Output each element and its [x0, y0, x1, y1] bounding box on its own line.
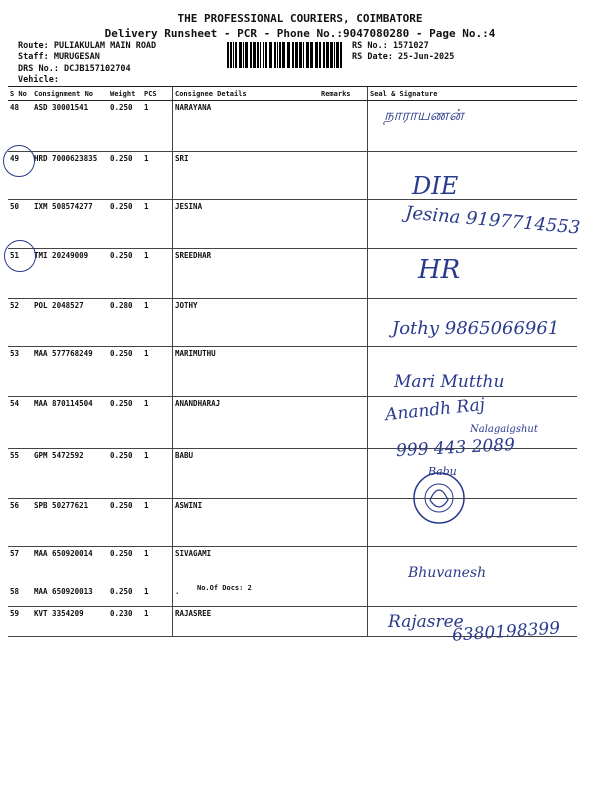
- pcs-cell: 1: [142, 101, 173, 152]
- barcode-bar: [334, 42, 335, 68]
- barcode-bar: [303, 42, 304, 68]
- pcs-cell: 1: [142, 152, 173, 200]
- col-pcs: PCS: [142, 87, 173, 101]
- barcode-bar: [336, 42, 339, 68]
- consignment-cell: TMI 20249009: [32, 249, 108, 299]
- sno-cell: 48: [8, 101, 32, 152]
- consignment-cell: KVT 3354209: [32, 607, 108, 637]
- pcs-cell: 1: [142, 449, 173, 499]
- pcs-cell: 1: [142, 200, 173, 249]
- signature-52: Jothy 9865066961: [392, 318, 560, 339]
- col-consignee: Consignee Details: [173, 87, 320, 101]
- sno-cell: 49: [8, 152, 32, 200]
- remarks-cell: [319, 347, 368, 397]
- col-sno: S No: [8, 87, 32, 101]
- page-subtitle: Delivery Runsheet - PCR - Phone No.:9047080280 - Page No.:4: [104, 27, 496, 40]
- table-row: [8, 585, 577, 607]
- barcode-bar: [245, 42, 248, 68]
- consignment-cell: MAA 577768249: [32, 347, 108, 397]
- barcode-bar: [253, 42, 256, 68]
- barcode-bar: [257, 42, 259, 68]
- consignment-cell: SPB 50277621: [32, 499, 108, 547]
- barcode-bar: [326, 42, 329, 68]
- signature-58: Bhuvanesh: [408, 565, 487, 581]
- vehicle-label: Vehicle:: [18, 75, 59, 85]
- rs-number: RS No.: 1571027: [352, 41, 429, 51]
- barcode-image: [227, 42, 345, 68]
- signature-50: Jesina 9197714553: [404, 202, 582, 239]
- barcode-bar: [279, 42, 281, 68]
- weight-cell: 0.250: [108, 397, 142, 449]
- col-seal-signature: Seal & Signature: [368, 87, 578, 101]
- consignee-cell: SRI: [173, 152, 320, 200]
- remarks-cell: [319, 152, 368, 200]
- remarks-cell: [319, 585, 368, 607]
- signature-59-name: Rajasree: [388, 612, 464, 632]
- barcode-bar: [330, 42, 333, 68]
- weight-cell: 0.250: [108, 152, 142, 200]
- sno-cell: 50: [8, 200, 32, 249]
- consignee-cell: ASWINI: [173, 499, 320, 547]
- weight-cell: 0.250: [108, 347, 142, 397]
- circle-mark-49: [3, 145, 35, 177]
- col-remarks: Remarks: [319, 87, 368, 101]
- signature-48: நாராயணன்: [384, 106, 464, 124]
- sno-cell: 57: [10, 549, 20, 558]
- signature-cell: [368, 499, 578, 547]
- barcode-bar: [310, 42, 313, 68]
- signature-55-phone: 999 443 2089: [395, 434, 516, 462]
- signature-cell: [368, 585, 578, 607]
- sno-cell: 51: [8, 249, 32, 299]
- barcode-bar: [287, 42, 290, 68]
- consignment-cell: IXM 508574277: [32, 200, 108, 249]
- weight-cell: 0.230: [108, 607, 142, 637]
- no-of-docs: No.Of Docs: 2: [197, 584, 252, 592]
- table-header-row: [8, 87, 577, 101]
- barcode-bar: [227, 42, 229, 68]
- col-consignment: Consignment No: [32, 87, 108, 101]
- signature-49: DIE: [412, 172, 459, 200]
- staff-label: Staff: MURUGESAN: [18, 52, 100, 62]
- table-row: [8, 499, 577, 547]
- sno-cell: 54: [8, 397, 32, 449]
- barcode-bar: [295, 42, 298, 68]
- weight-cell: 0.250: [108, 249, 142, 299]
- barcode-bar: [292, 42, 294, 68]
- weight-cell: 0.250: [108, 499, 142, 547]
- rs-date: RS Date: 25-Jun-2025: [352, 52, 455, 62]
- barcode-bar: [250, 42, 252, 68]
- signature-cell: [368, 152, 578, 200]
- weight-cell: 0.250: [108, 101, 142, 152]
- circle-mark-51: [4, 240, 36, 272]
- consignee-cell: SIVAGAMI: [173, 547, 320, 585]
- barcode-bar: [282, 42, 285, 68]
- pcs-cell: 1: [142, 585, 173, 607]
- signature-54: Anandh Raj: [384, 394, 486, 426]
- remarks-cell: [319, 101, 368, 152]
- barcode-bar: [239, 42, 242, 68]
- remarks-cell: [319, 547, 368, 585]
- consignee-cell: NARAYANA: [173, 101, 320, 152]
- remarks-cell: [319, 607, 368, 637]
- sno-cell: 56: [8, 499, 32, 547]
- barcode-bar: [269, 42, 272, 68]
- pcs-cell: 1: [142, 499, 173, 547]
- pcs-cell: 1: [142, 607, 173, 637]
- barcode-bar: [323, 42, 325, 68]
- barcode-bar: [265, 42, 267, 68]
- barcode-bar: [319, 42, 321, 68]
- page-title: THE PROFESSIONAL COURIERS, COIMBATORE: [177, 12, 423, 25]
- signature-53: Mari Mutthu: [394, 372, 505, 392]
- consignment-cell: POL 2048527: [32, 299, 108, 347]
- table-row: [8, 101, 577, 152]
- weight-cell: 0.250: [108, 449, 142, 499]
- consignment-cell: MAA 650920013: [32, 585, 108, 607]
- barcode-bar: [315, 42, 318, 68]
- weight-cell: 0.250: [108, 585, 142, 607]
- sno-cell: 59: [8, 607, 32, 637]
- remarks-cell: [319, 449, 368, 499]
- table-row: [8, 152, 577, 200]
- remarks-cell: [319, 249, 368, 299]
- sno-cell: 58: [8, 585, 32, 607]
- barcode-bar: [340, 42, 342, 68]
- barcode-bar: [277, 42, 278, 68]
- col-weight: Weight: [108, 87, 142, 101]
- signature-56: Babu: [428, 465, 457, 478]
- weight-cell: 0.250: [110, 549, 133, 558]
- consignee-cell: JOTHY: [173, 299, 320, 347]
- remarks-cell: [319, 397, 368, 449]
- sno-cell: 55: [8, 449, 32, 499]
- consignment-cell: HRD 7000623835: [32, 152, 108, 200]
- seal-stamp-image: [412, 470, 466, 526]
- barcode-bar: [233, 42, 234, 68]
- sno-cell: 53: [8, 347, 32, 397]
- barcode-bar: [243, 42, 244, 68]
- consignee-cell: MARIMUTHU: [173, 347, 320, 397]
- pcs-cell: 1: [144, 549, 149, 558]
- barcode-bar: [230, 42, 232, 68]
- pcs-cell: 1: [142, 347, 173, 397]
- remarks-cell: [319, 200, 368, 249]
- sno-cell: 52: [8, 299, 32, 347]
- signature-59-phone: 6380198399: [451, 618, 561, 646]
- signature-cell: [368, 249, 578, 299]
- consignment-cell: ASD 30001541: [32, 101, 108, 152]
- barcode-bar: [260, 42, 261, 68]
- runsheet-table: [8, 86, 577, 637]
- weight-cell: 0.280: [108, 299, 142, 347]
- barcode-bar: [263, 42, 264, 68]
- remarks-cell: [319, 499, 368, 547]
- consignee-cell: ANANDHARAJ: [173, 397, 320, 449]
- signature-55-name: Nalagaigshut: [470, 424, 538, 435]
- barcode-bar: [274, 42, 276, 68]
- table-row: [8, 249, 577, 299]
- route-label: Route: PULIAKULAM MAIN ROAD: [18, 41, 157, 51]
- pcs-cell: 1: [142, 249, 173, 299]
- weight-cell: 0.250: [108, 200, 142, 249]
- table-row: [8, 547, 577, 585]
- remarks-cell: [319, 299, 368, 347]
- consignee-cell: SREEDHAR: [173, 249, 320, 299]
- consignment-cell: MAA 650920014: [34, 549, 93, 558]
- pcs-cell: 1: [142, 299, 173, 347]
- drs-number: DRS No.: DCJB157102704: [18, 64, 131, 74]
- barcode-bar: [306, 42, 309, 68]
- consignment-cell: MAA 870114504: [32, 397, 108, 449]
- consignee-cell: RAJASREE: [173, 607, 320, 637]
- barcode-bar: [235, 42, 237, 68]
- consignee-cell: .: [173, 585, 320, 607]
- consignee-cell: JESINA: [173, 200, 320, 249]
- consignee-cell: BABU: [173, 449, 320, 499]
- signature-51: HR: [418, 255, 461, 285]
- pcs-cell: 1: [142, 397, 173, 449]
- barcode-bar: [299, 42, 302, 68]
- consignment-cell: GPM 5472592: [32, 449, 108, 499]
